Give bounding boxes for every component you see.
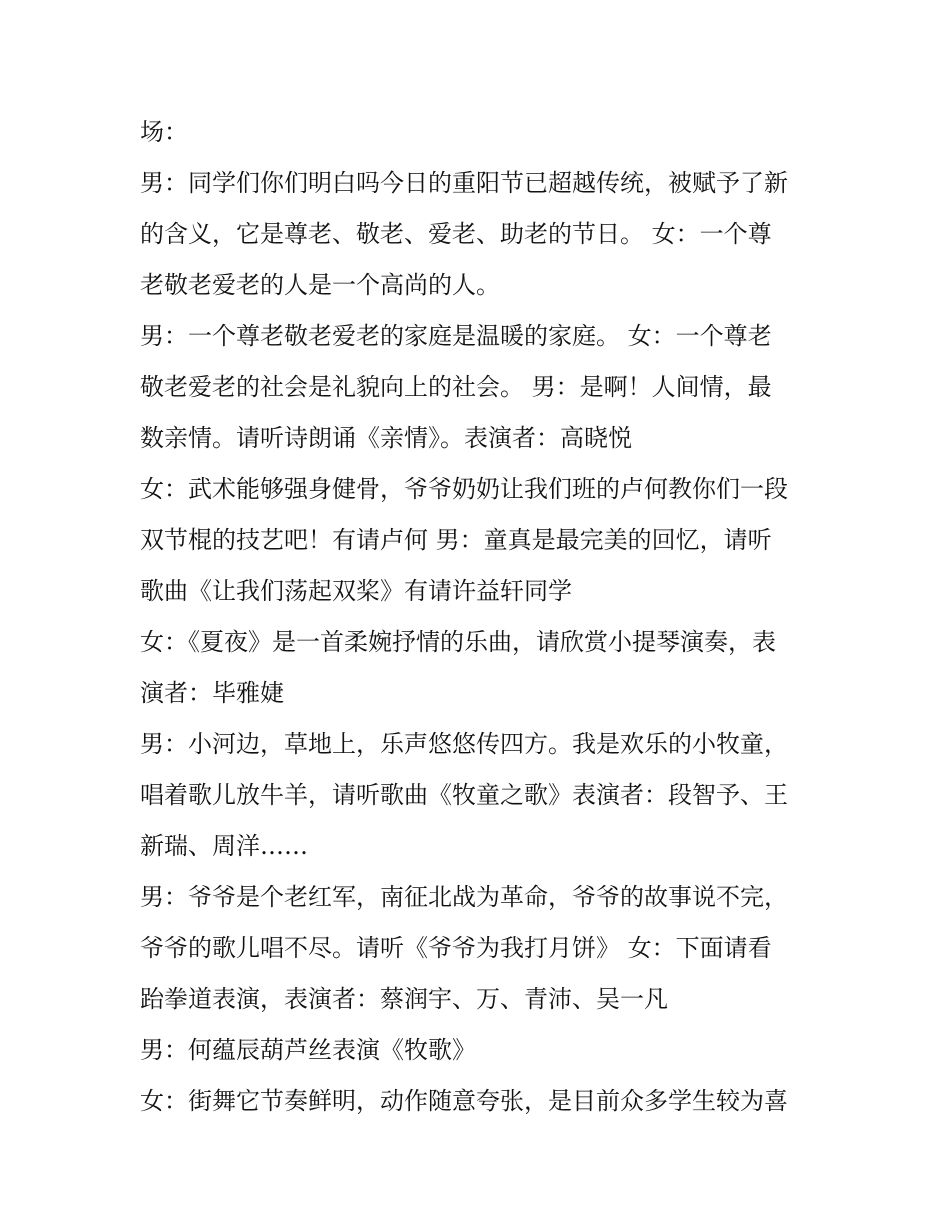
text-line: 爷爷的歌儿唱不尽。请听《爷爷为我打月饼》 女：下面请看 bbox=[140, 934, 772, 962]
text-line: 场： bbox=[140, 118, 188, 146]
text-line: 男：爷爷是个老红军，南征北战为革命，爷爷的故事说不完， bbox=[140, 883, 788, 911]
text-line: 男：小河边，草地上，乐声悠悠传四方。我是欢乐的小牧童， bbox=[140, 730, 788, 758]
text-line: 男：何蕴辰葫芦丝表演《牧歌》 bbox=[140, 1036, 476, 1064]
text-line: 新瑞、周洋…… bbox=[140, 832, 308, 860]
text-line: 唱着歌儿放牛羊，请听歌曲《牧童之歌》表演者：段智予、王 bbox=[140, 781, 788, 809]
text-line: 男：一个尊老敬老爱老的家庭是温暖的家庭。 女：一个尊老 bbox=[140, 322, 772, 350]
document-body bbox=[140, 107, 820, 1127]
text-line: 男：同学们你们明白吗今日的重阳节已超越传统，被赋予了新 bbox=[140, 169, 788, 197]
text-line: 女：《夏夜》是一首柔婉抒情的乐曲，请欣赏小提琴演奏，表 bbox=[140, 628, 776, 656]
text-line: 数亲情。请听诗朗诵《亲情》。表演者：高晓悦 bbox=[140, 424, 632, 452]
text-line: 跆拳道表演，表演者：蔡润宇、万、青沛、吴一凡 bbox=[140, 985, 668, 1013]
text-line: 双节棍的技艺吧！有请卢何 男：童真是最完美的回忆，请听 bbox=[140, 526, 772, 554]
text-line: 演者：毕雅婕 bbox=[140, 679, 284, 707]
text-line: 敬老爱老的社会是礼貌向上的社会。 男：是啊！人间情，最 bbox=[140, 373, 772, 401]
text-line: 歌曲《让我们荡起双桨》有请许益轩同学 bbox=[140, 577, 572, 605]
text-line: 女：武术能够强身健骨，爷爷奶奶让我们班的卢何教你们一段 bbox=[140, 475, 788, 503]
text-line: 老敬老爱老的人是一个高尚的人。 bbox=[140, 271, 500, 299]
text-line: 女：街舞它节奏鲜明，动作随意夸张，是目前众多学生较为喜 bbox=[140, 1087, 788, 1115]
text-line: 的含义，它是尊老、敬老、爱老、助老的节日。 女：一个尊 bbox=[140, 220, 772, 248]
